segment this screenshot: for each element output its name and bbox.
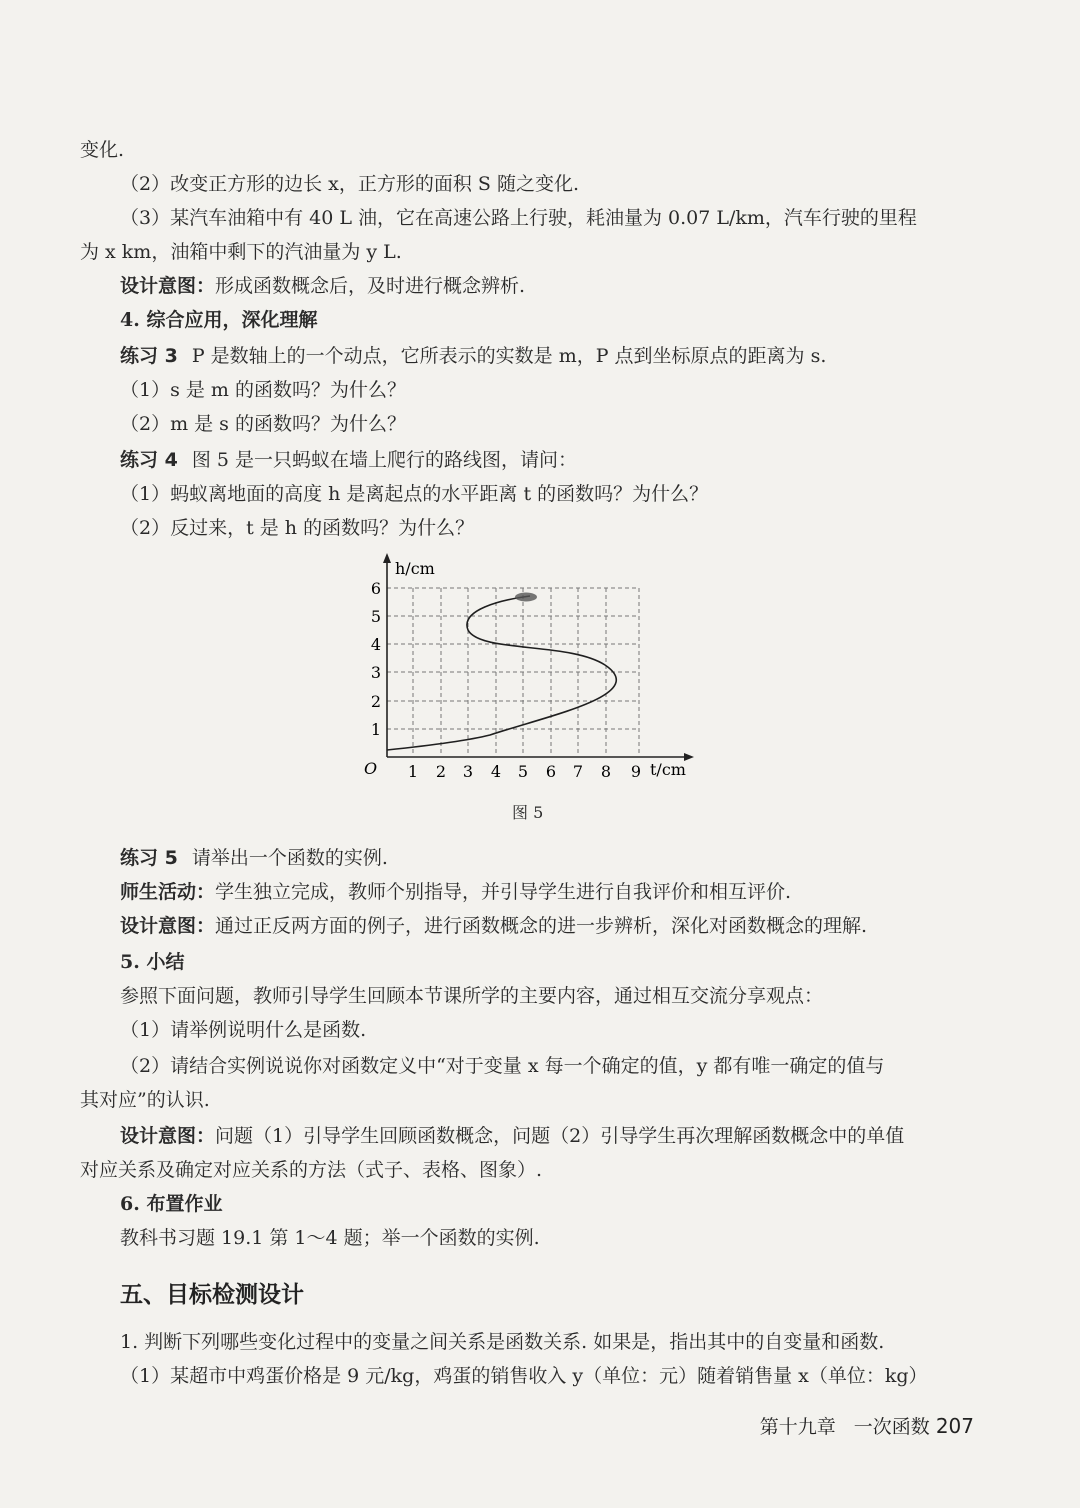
text-line: （1）s 是 m 的函数吗？为什么？ bbox=[120, 379, 406, 401]
text-line: （3）某汽车油箱中有 40 L 油，它在高速公路上行驶，耗油量为 0.07 L/km，汽车行驶的里程 bbox=[120, 207, 917, 229]
text-line: 教科书习题 19.1 第 1～4 题；举一个函数的实例. bbox=[120, 1227, 540, 1249]
text-line: （1）某超市中鸡蛋价格是 9 元/kg，鸡蛋的销售收入 y（单位：元）随着销售量 x（单位：kg） bbox=[120, 1365, 928, 1387]
text-line: 其对应”的认识. bbox=[80, 1089, 210, 1111]
exercise-3 bbox=[120, 344, 1020, 368]
chapter-label: 第十九章 bbox=[759, 1416, 836, 1438]
x-tick-label: 3 bbox=[462, 762, 474, 781]
y-tick-label: 5 bbox=[370, 607, 381, 626]
grid bbox=[387, 588, 639, 755]
activity-text: 学生独立完成，教师个别指导，并引导学生进行自我评价和相互评价. bbox=[215, 881, 792, 903]
activity-label: 师生活动： bbox=[120, 881, 216, 903]
exercise-label: 练习 5 bbox=[120, 847, 178, 869]
text-line: 参照下面问题，教师引导学生回顾本节课所学的主要内容，通过相互交流分享观点： bbox=[120, 985, 824, 1007]
y-axis-arrow bbox=[383, 553, 391, 563]
y-tick-label: 1 bbox=[370, 720, 381, 739]
text-line: （2）m 是 s 的函数吗？为什么？ bbox=[120, 413, 406, 435]
design-intent-text: 通过正反两方面的例子，进行函数概念的进一步辨析，深化对函数概念的理解. bbox=[215, 915, 868, 937]
x-tick-label: 1 bbox=[407, 762, 419, 781]
y-tick-labels bbox=[371, 579, 381, 739]
text-line: 为 x km，油箱中剩下的汽油量为 y L. bbox=[80, 241, 402, 263]
ant-path-curve bbox=[387, 596, 616, 750]
exercise-label: 练习 4 bbox=[120, 449, 178, 471]
page-footer bbox=[760, 1412, 974, 1439]
text-line: （1）蚂蚁离地面的高度 h 是离起点的水平距离 t 的函数吗？为什么？ bbox=[120, 483, 709, 505]
design-intent-line bbox=[120, 274, 1020, 298]
activity-line bbox=[120, 880, 1020, 904]
ant-icon bbox=[515, 593, 537, 602]
design-intent-label: 设计意图： bbox=[120, 1125, 216, 1147]
design-intent-label: 设计意图： bbox=[120, 915, 216, 937]
design-intent-line bbox=[120, 1124, 1020, 1148]
x-tick-labels bbox=[408, 762, 641, 781]
exercise-text: 请举出一个函数的实例. bbox=[191, 847, 388, 869]
text-line: （2）请结合实例说说你对函数定义中“对于变量 x 每一个确定的值，y 都有唯一确定的值与 bbox=[120, 1055, 885, 1077]
exercise-5 bbox=[120, 846, 1020, 870]
exercise-text: 图 5 是一只蚂蚁在墙上爬行的路线图，请问： bbox=[191, 449, 578, 471]
figure-caption: 图 5 bbox=[512, 803, 544, 822]
exercise-text: P 是数轴上的一个动点，它所表示的实数是 m，P 点到坐标原点的距离为 s. bbox=[191, 345, 827, 367]
x-tick-label: 7 bbox=[572, 762, 584, 781]
y-tick-label: 4 bbox=[370, 635, 381, 654]
x-tick-label: 5 bbox=[517, 762, 529, 781]
y-axis-label: h/cm bbox=[395, 559, 435, 578]
x-tick-label: 8 bbox=[600, 762, 612, 781]
section-heading: 五、目标检测设计 bbox=[120, 1282, 304, 1308]
text-line: 变化. bbox=[80, 139, 125, 161]
design-intent-label: 设计意图： bbox=[120, 275, 216, 297]
design-intent-text: 问题（1）引导学生回顾函数概念，问题（2）引导学生再次理解函数概念中的单值 bbox=[215, 1125, 905, 1147]
x-tick-label: 4 bbox=[490, 762, 502, 781]
y-tick-label: 3 bbox=[370, 663, 381, 682]
text-line: 1. 判断下列哪些变化过程中的变量之间关系是函数关系. 如果是，指出其中的自变量和函数. bbox=[120, 1331, 885, 1353]
origin-label: O bbox=[364, 759, 378, 778]
exercise-4 bbox=[120, 448, 1020, 472]
y-tick-label: 2 bbox=[370, 692, 381, 711]
text-line: （2）反过来，t 是 h 的函数吗？为什么？ bbox=[120, 517, 475, 539]
section-title-4: 4. 综合应用，深化理解 bbox=[120, 309, 318, 331]
text-line: 对应关系及确定对应关系的方法（式子、表格、图象）. bbox=[80, 1159, 543, 1181]
x-tick-label: 2 bbox=[435, 762, 447, 781]
text-line: （1）请举例说明什么是函数. bbox=[120, 1019, 367, 1041]
x-tick-label: 6 bbox=[545, 762, 557, 781]
ant-path-figure bbox=[350, 550, 710, 790]
design-intent-line bbox=[120, 914, 1020, 938]
text-line: （2）改变正方形的边长 x，正方形的面积 S 随之变化. bbox=[120, 173, 579, 195]
section-label: 一次函数 bbox=[853, 1416, 930, 1438]
page-number: 207 bbox=[935, 1414, 974, 1438]
exercise-label: 练习 3 bbox=[120, 345, 178, 367]
y-tick-label: 6 bbox=[370, 579, 381, 598]
section-title-5: 5. 小结 bbox=[120, 951, 185, 973]
section-title-6: 6. 布置作业 bbox=[120, 1193, 223, 1215]
x-tick-label: 9 bbox=[630, 762, 642, 781]
x-axis-label: t/cm bbox=[650, 760, 686, 779]
design-intent-text: 形成函数概念后，及时进行概念辨析. bbox=[215, 275, 526, 297]
